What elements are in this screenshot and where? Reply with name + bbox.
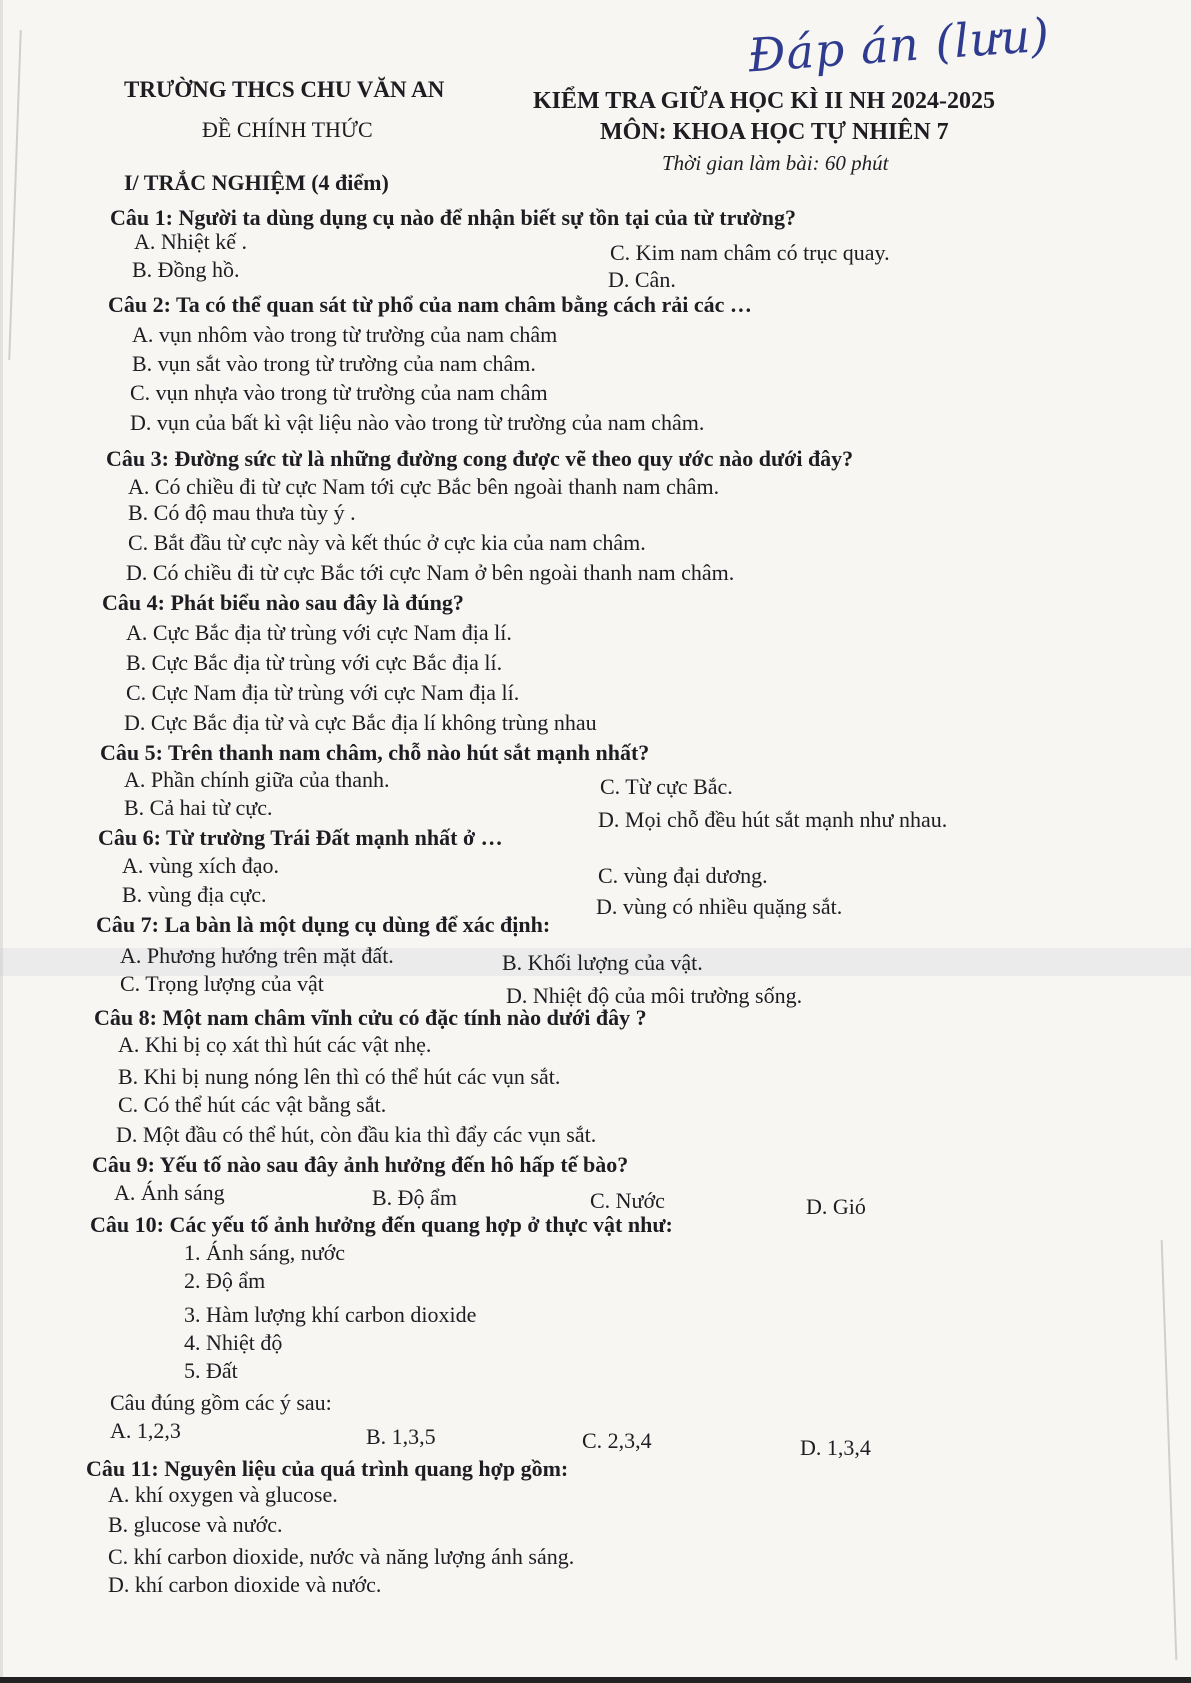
question-8: Câu 8: Một nam châm vĩnh cửu có đặc tính nào dưới đây ?: [94, 1005, 647, 1030]
school-name: TRƯỜNG THCS CHU VĂN AN: [124, 77, 445, 102]
q3-option-a: A. Có chiều đi từ cực Nam tới cực Bắc bên ngoài thanh nam châm.: [128, 474, 720, 499]
q2-option-b: B. vụn sắt vào trong từ trường của nam châm.: [132, 351, 536, 376]
q11-option-c: C. khí carbon dioxide, nước và năng lượng ánh sáng.: [108, 1544, 575, 1569]
q11-option-d: D. khí carbon dioxide và nước.: [108, 1572, 382, 1597]
q11-option-b: B. glucose và nước.: [108, 1512, 283, 1537]
q6-option-a: A. vùng xích đạo.: [122, 853, 280, 878]
q7-option-a: A. Phương hướng trên mặt đất.: [120, 943, 394, 968]
official-label: ĐỀ CHÍNH THỨC: [202, 117, 373, 142]
question-1: Câu 1: Người ta dùng dụng cụ nào để nhận biết sự tồn tại của từ trường?: [110, 205, 796, 230]
q6-option-d: D. vùng có nhiều quặng sắt.: [596, 894, 843, 919]
handwritten-answer-note: Đáp án (lưu): [746, 7, 1052, 83]
q11-option-a: A. khí oxygen và glucose.: [108, 1482, 338, 1507]
q10-item-2: 2. Độ ẩm: [184, 1268, 266, 1293]
q6-option-c: C. vùng đại dương.: [598, 863, 768, 888]
q2-option-a: A. vụn nhôm vào trong từ trường của nam châm: [132, 322, 558, 347]
q4-option-c: C. Cực Nam địa từ trùng với cực Nam địa lí.: [126, 680, 520, 705]
q9-option-c: C. Nước: [590, 1188, 665, 1213]
q7-option-d: D. Nhiệt độ của môi trường sống.: [506, 983, 803, 1008]
exam-title: KIỂM TRA GIỮA HỌC KÌ II NH 2024-2025: [533, 88, 996, 114]
question-11: Câu 11: Nguyên liệu của quá trình quang hợp gồm:: [86, 1456, 569, 1481]
q4-option-a: A. Cực Bắc địa từ trùng với cực Nam địa lí.: [126, 620, 512, 645]
question-10: Câu 10: Các yếu tố ảnh hưởng đến quang hợp ở thực vật như:: [90, 1212, 673, 1237]
q6-option-b: B. vùng địa cực.: [122, 882, 267, 907]
q8-option-d: D. Một đầu có thể hút, còn đầu kia thì đẩy các vụn sắt.: [116, 1122, 597, 1147]
q8-option-b: B. Khi bị nung nóng lên thì có thể hút các vụn sắt.: [118, 1064, 561, 1089]
q9-option-d: D. Gió: [806, 1194, 866, 1219]
q8-option-c: C. Có thể hút các vật bằng sắt.: [118, 1092, 387, 1117]
question-2: Câu 2: Ta có thể quan sát từ phổ của nam châm bằng cách rải các …: [108, 292, 752, 317]
q1-option-b: B. Đồng hồ.: [132, 257, 240, 282]
q2-option-c: C. vụn nhựa vào trong từ trường của nam châm: [130, 380, 548, 405]
scan-edge: [0, 0, 3, 1683]
q7-option-c: C. Trọng lượng của vật: [120, 971, 324, 996]
q5-option-c: C. Từ cực Bắc.: [600, 774, 733, 799]
question-5: Câu 5: Trên thanh nam châm, chỗ nào hút sắt mạnh nhất?: [100, 740, 650, 765]
q1-option-c: C. Kim nam châm có trục quay.: [610, 240, 890, 265]
q10-prompt: Câu đúng gồm các ý sau:: [110, 1390, 332, 1415]
q4-option-b: B. Cực Bắc địa từ trùng với cực Bắc địa lí.: [126, 650, 503, 675]
q5-option-b: B. Cả hai từ cực.: [124, 795, 273, 820]
question-7: Câu 7: La bàn là một dụng cụ dùng để xác định:: [96, 912, 551, 937]
q8-option-a: A. Khi bị cọ xát thì hút các vật nhẹ.: [118, 1032, 432, 1057]
question-6: Câu 6: Từ trường Trái Đất mạnh nhất ở …: [98, 825, 503, 850]
q10-item-4: 4. Nhiệt độ: [184, 1330, 283, 1355]
q1-option-a: A. Nhiệt kế .: [134, 229, 248, 254]
q10-item-5: 5. Đất: [184, 1358, 238, 1383]
time-limit: Thời gian làm bài: 60 phút: [662, 151, 889, 175]
scan-mark-right: [1161, 1240, 1178, 1660]
q10-item-3: 3. Hàm lượng khí carbon dioxide: [184, 1302, 477, 1327]
q9-option-a: A. Ánh sáng: [114, 1180, 225, 1205]
q10-item-1: 1. Ánh sáng, nước: [184, 1240, 346, 1265]
question-4: Câu 4: Phát biểu nào sau đây là đúng?: [102, 590, 464, 615]
q10-option-a: A. 1,2,3: [110, 1418, 181, 1443]
q3-option-b: B. Có độ mau thưa tùy ý .: [128, 500, 356, 525]
scan-bottom-edge: [0, 1677, 1191, 1683]
q5-option-a: A. Phần chính giữa của thanh.: [124, 767, 390, 792]
q1-option-d: D. Cân.: [608, 267, 676, 292]
q3-option-d: D. Có chiều đi từ cực Bắc tới cực Nam ở bên ngoài thanh nam châm.: [126, 560, 735, 585]
q10-option-c: C. 2,3,4: [582, 1428, 652, 1453]
question-3: Câu 3: Đường sức từ là những đường cong được vẽ theo quy ước nào dưới đây?: [106, 446, 854, 471]
q10-option-d: D. 1,3,4: [800, 1435, 871, 1460]
q5-option-d: D. Mọi chỗ đều hút sắt mạnh như nhau.: [598, 807, 948, 832]
q10-option-b: B. 1,3,5: [366, 1424, 436, 1449]
q7-option-b: B. Khối lượng của vật.: [502, 950, 703, 975]
q4-option-d: D. Cực Bắc địa từ và cực Bắc địa lí không trùng nhau: [124, 710, 597, 735]
question-9: Câu 9: Yếu tố nào sau đây ảnh hưởng đến hô hấp tế bào?: [92, 1152, 629, 1177]
q9-option-b: B. Độ ẩm: [372, 1185, 457, 1210]
section-heading: I/ TRẮC NGHIỆM (4 điểm): [124, 170, 389, 195]
q2-option-d: D. vụn của bất kì vật liệu nào vào trong từ trường của nam châm.: [130, 410, 705, 435]
scan-mark-left: [8, 30, 22, 360]
q3-option-c: C. Bắt đầu từ cực này và kết thúc ở cực kia của nam châm.: [128, 530, 646, 555]
subject-title: MÔN: KHOA HỌC TỰ NHIÊN 7: [600, 119, 949, 145]
